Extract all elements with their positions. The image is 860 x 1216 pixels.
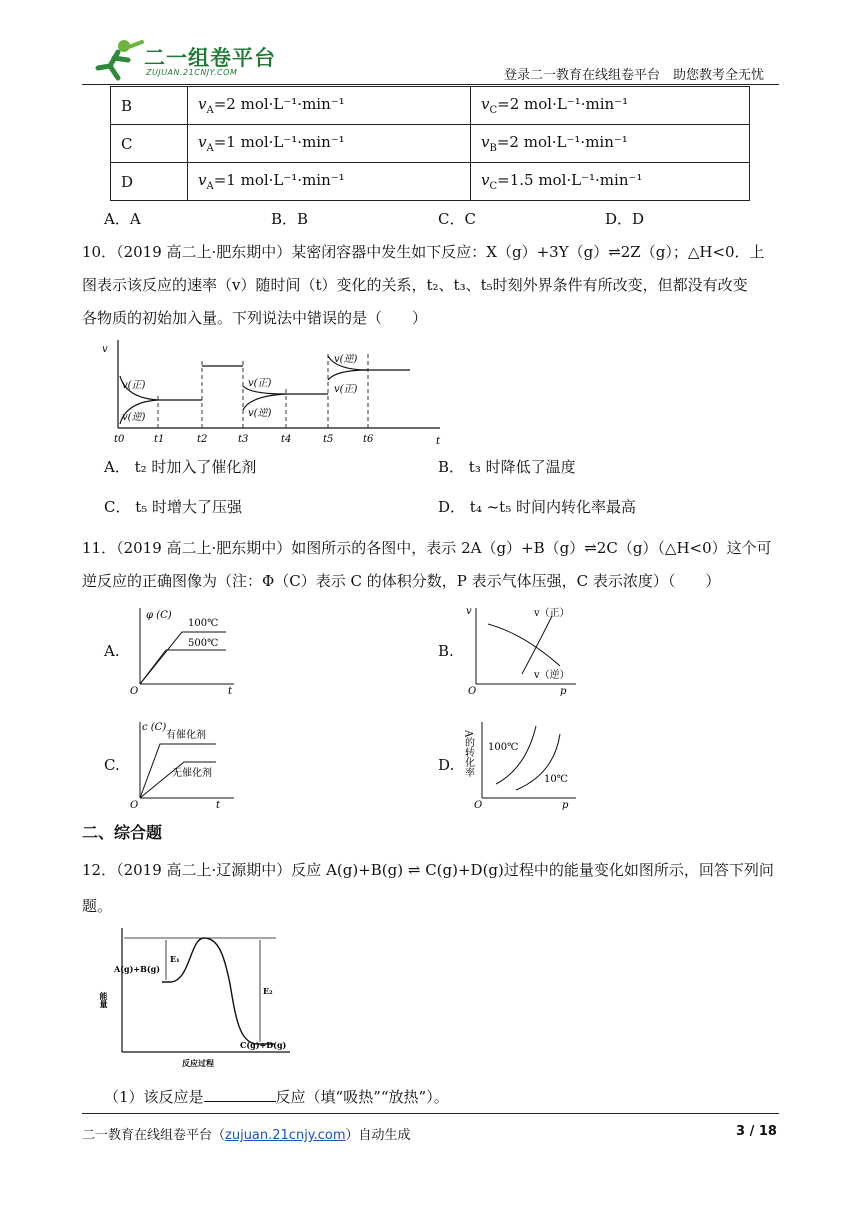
header-divider	[82, 84, 779, 85]
svg-text:无催化剂: 无催化剂	[172, 768, 212, 779]
svg-text:t1: t1	[154, 434, 165, 445]
svg-text:反应过程: 反应过程	[182, 1058, 214, 1068]
answer-blank[interactable]	[204, 1087, 276, 1102]
svg-text:t: t	[228, 686, 233, 697]
svg-text:A(g)+B(g): A(g)+B(g)	[114, 964, 160, 974]
svg-text:t0: t0	[114, 434, 125, 445]
svg-text:E₁: E₁	[170, 954, 180, 964]
runner-logo-icon	[88, 38, 144, 80]
rate-value: =1.5 mol·L⁻¹·min⁻¹	[497, 171, 643, 189]
page-number: 3 / 18	[736, 1124, 777, 1139]
q9-choice-a[interactable]: A．A	[104, 210, 141, 228]
svg-text:能量: 能量	[99, 992, 109, 1008]
table-row: B $v_A=2$ mol·L⁻¹·min⁻¹ $v_C=2$ mol·L⁻¹·min⁻¹	[111, 87, 750, 125]
svg-text:A的转化率: A的转化率	[462, 730, 474, 778]
svg-text:φ (C): φ (C)	[146, 610, 172, 621]
svg-text:100℃: 100℃	[488, 742, 519, 753]
footer-source: 二一教育在线组卷平台（zujuan.21cnjy.com）自动生成	[82, 1128, 411, 1143]
svg-text:t: t	[436, 436, 441, 447]
logo-subtext: ZUJUAN.21CNJY.COM	[146, 68, 238, 77]
svg-text:v（逆）: v（逆）	[534, 670, 570, 681]
q11-choice-d[interactable]: D.	[438, 756, 455, 774]
q12-energy-diagram	[100, 924, 300, 1076]
svg-text:500℃: 500℃	[188, 638, 219, 649]
table-row: C $v_A=1$ mol·L⁻¹·min⁻¹ $v_B=2$ mol·L⁻¹·min⁻¹	[111, 125, 750, 163]
svg-text:v: v	[102, 344, 108, 355]
svg-text:O: O	[474, 800, 483, 811]
svg-text:O: O	[468, 686, 477, 697]
q11-graph-a	[126, 604, 246, 696]
svg-text:10℃: 10℃	[544, 774, 568, 785]
svg-text:有催化剂: 有催化剂	[166, 730, 206, 741]
q11-choice-b[interactable]: B.	[438, 642, 454, 660]
q11-choice-a[interactable]: A.	[104, 642, 120, 660]
svg-text:t5: t5	[323, 434, 334, 445]
rate-value: =1 mol·L⁻¹·min⁻¹	[213, 171, 345, 189]
svg-text:C(g)+D(g): C(g)+D(g)	[240, 1040, 287, 1050]
svg-text:v(正): v(正)	[122, 380, 146, 391]
q10-choice-b[interactable]: B． t₃ 时降低了温度	[438, 458, 576, 476]
row-label: D	[111, 163, 188, 201]
options-table	[110, 86, 750, 201]
rate-value: =2 mol·L⁻¹·min⁻¹	[496, 133, 628, 151]
q9-choice-d[interactable]: D．D	[605, 210, 645, 228]
table-row: D $v_A=1$ mol·L⁻¹·min⁻¹ $v_C=1.5$ mol·L⁻¹·min⁻¹	[111, 163, 750, 201]
rate-value: =2 mol·L⁻¹·min⁻¹	[497, 95, 629, 113]
q12-sub1: （1）该反应是 反应（填“吸热”“放热”）。	[104, 1088, 449, 1106]
svg-text:v（正）: v（正）	[534, 608, 570, 619]
q10-rate-time-graph	[100, 336, 450, 448]
q10-choice-a[interactable]: A． t₂ 时加入了催化剂	[104, 458, 257, 476]
svg-text:t2: t2	[197, 434, 208, 445]
q11-graph-b	[464, 604, 594, 696]
svg-text:O: O	[130, 800, 139, 811]
footer-divider	[82, 1113, 779, 1114]
row-label: B	[111, 87, 188, 125]
svg-text:O: O	[130, 686, 139, 697]
svg-text:t4: t4	[281, 434, 292, 445]
svg-text:100℃: 100℃	[188, 618, 219, 629]
svg-text:t6: t6	[363, 434, 374, 445]
svg-text:v(正): v(正)	[248, 378, 272, 389]
svg-text:t: t	[216, 800, 221, 811]
q11-graph-c	[126, 718, 246, 810]
q10-choice-c[interactable]: C． t₅ 时增大了压强	[104, 498, 243, 516]
q9-choice-b[interactable]: B．B	[271, 210, 309, 228]
q9-choice-c[interactable]: C．C	[438, 210, 476, 228]
logo	[88, 38, 288, 80]
q12-stem: 12．（2019 高二上·辽源期中）反应 A(g)+B(g) ⇌ C(g)+D(g)过程中的能量变化如图所示，回答下列问 题。	[82, 861, 774, 915]
svg-text:p: p	[560, 686, 567, 697]
logo-text: 二一组卷平台	[144, 46, 276, 70]
q11-choice-c[interactable]: C.	[104, 756, 120, 774]
q11-stem: 11．（2019 高二上·肥东期中）如图所示的各图中，表示 2A（g）+B（g）⇌2C（g）（△H<0）这个可 逆反应的正确图像为（注：Φ（C）表示 C 的体积分数，P 表示气体压强，C 表示浓度）（ ）	[82, 539, 772, 590]
header-slogan: 登录二一教育在线组卷平台 助您教考全无忧	[504, 68, 765, 83]
svg-text:v: v	[466, 606, 472, 617]
q11-graph-d	[464, 718, 594, 810]
row-label: C	[111, 125, 188, 163]
svg-text:v(逆): v(逆)	[122, 412, 146, 423]
q10-stem: 10．（2019 高二上·肥东期中）某密闭容器中发生如下反应：X（g）+3Y（g）⇌2Z（g）；△H<0．上 图表示该反应的速率（v）随时间（t）变化的关系，t₂、t₃、t₅时刻外界条件有所改变，但都没有改变 各物质的初始加入量。下列说法中错误的是（ ）	[82, 243, 765, 327]
rate-value: =1 mol·L⁻¹·min⁻¹	[213, 133, 345, 151]
svg-text:c (C): c (C)	[142, 722, 167, 733]
svg-text:v(逆): v(逆)	[334, 354, 358, 365]
svg-text:v(逆): v(逆)	[248, 408, 272, 419]
svg-text:v(正): v(正)	[334, 384, 358, 395]
svg-text:E₂: E₂	[263, 986, 273, 996]
footer-link[interactable]: zujuan.21cnjy.com	[225, 1128, 346, 1143]
svg-text:t3: t3	[238, 434, 249, 445]
q10-choice-d[interactable]: D． t₄ ~t₅ 时间内转化率最高	[438, 498, 636, 516]
section-heading: 二、综合题	[82, 823, 163, 842]
svg-text:p: p	[562, 800, 569, 811]
rate-value: =2 mol·L⁻¹·min⁻¹	[213, 95, 345, 113]
